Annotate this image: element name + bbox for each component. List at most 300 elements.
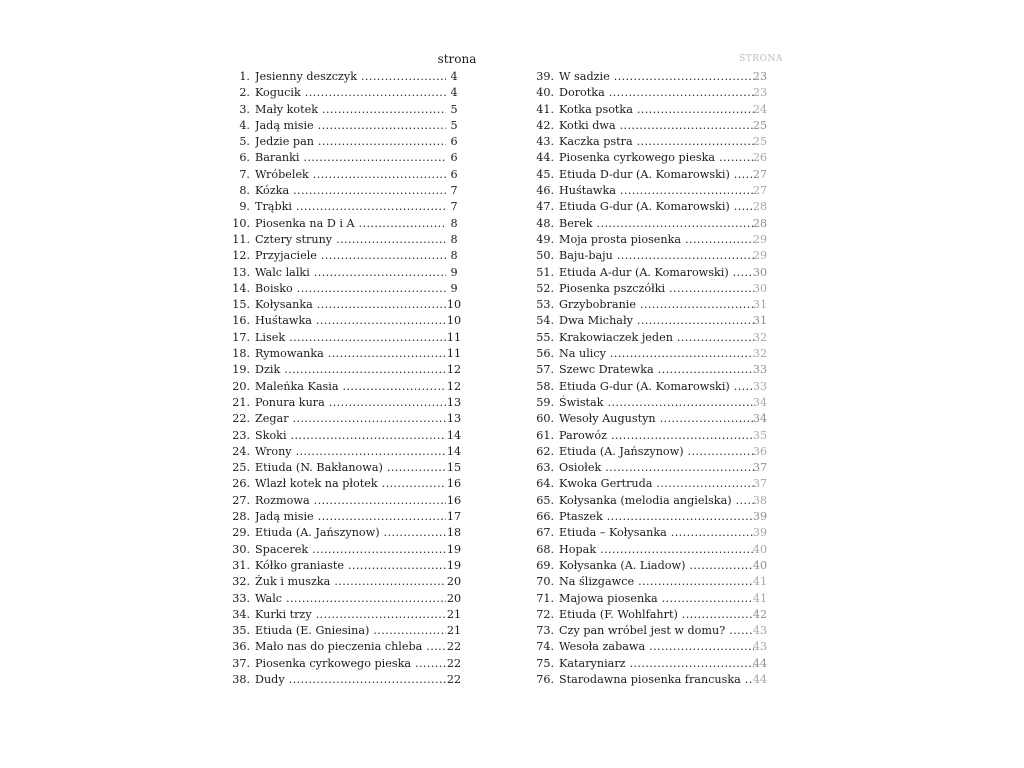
toc-entry [526, 69, 776, 85]
toc-entry-title: Huśtawka ..... [559, 183, 754, 199]
toc-entry-page-number: 14 [446, 444, 462, 458]
toc-entry [222, 460, 468, 476]
toc-entry [222, 330, 468, 346]
table-of-contents-left-column [222, 69, 468, 688]
toc-entry [222, 558, 468, 574]
toc-entry-number: 35. [232, 624, 250, 638]
toc-entry-title: Jesienny deszczyk ..... [255, 69, 446, 85]
toc-entry-title: Mały kotek ..... [255, 102, 446, 118]
toc-entry-page-number: 8 [450, 216, 458, 230]
toc-entry-number: 58. [536, 379, 554, 393]
toc-entry [526, 639, 776, 655]
toc-entry-number: 20. [232, 379, 250, 393]
toc-entry-page-number: 6 [450, 151, 458, 165]
toc-entry-title: Piosenka na D i A ..... [255, 216, 446, 232]
toc-entry [526, 444, 776, 460]
toc-entry [222, 656, 468, 672]
toc-entry [222, 428, 468, 444]
toc-entry-page-number: 8 [450, 232, 458, 246]
toc-entry-page-number: 31 [752, 314, 768, 328]
toc-entry-number: 27. [232, 493, 250, 507]
toc-entry [222, 346, 468, 362]
toc-entry-title: Baranki ..... [255, 150, 446, 166]
toc-entry-number: 49. [536, 232, 554, 246]
toc-entry-page-number: 6 [450, 135, 458, 149]
toc-entry-title: Lisek ..... [255, 330, 446, 346]
toc-entry-number: 38. [232, 672, 250, 686]
toc-entry-number: 32. [232, 575, 250, 589]
toc-entry-title: Dorotka ..... [559, 85, 754, 101]
toc-entry [526, 265, 776, 281]
toc-entry [222, 672, 468, 688]
toc-entry-number: 12. [232, 249, 250, 263]
toc-entry-number: 31. [232, 558, 250, 572]
toc-entry-number: 34. [232, 607, 250, 621]
toc-entry-title: Kołysanka (A. Liadow) ..... [559, 558, 754, 574]
toc-entry-number: 23. [232, 428, 250, 442]
toc-entry-number: 37. [232, 656, 250, 670]
toc-entry [222, 493, 468, 509]
toc-entry-page-number: 16 [446, 493, 462, 507]
toc-entry-title: Etiuda G-dur (A. Komarowski) ..... [559, 199, 754, 215]
toc-entry-number: 53. [536, 298, 554, 312]
column-header-strona: strona [437, 52, 477, 66]
toc-entry [222, 313, 468, 329]
toc-entry-title: Piosenka cyrkowego pieska ..... [255, 656, 446, 672]
toc-entry-title: Parowóz ..... [559, 428, 754, 444]
toc-entry [222, 232, 468, 248]
toc-entry-page-number: 20 [446, 591, 462, 605]
toc-entry [526, 118, 776, 134]
toc-entry [526, 199, 776, 215]
toc-entry [526, 102, 776, 118]
toc-entry-page-number: 27 [752, 184, 768, 198]
toc-entry-page-number: 26 [752, 151, 768, 165]
toc-entry-title: Maleńka Kasia ..... [255, 379, 446, 395]
toc-entry-page-number: 32 [752, 330, 768, 344]
toc-entry [222, 167, 468, 183]
toc-entry-page-number: 14 [446, 428, 462, 442]
toc-entry-title: Kołysanka ..... [255, 297, 446, 313]
toc-entry-number: 10. [232, 216, 250, 230]
toc-entry-title: Przyjaciele ..... [255, 248, 446, 264]
toc-entry [526, 525, 776, 541]
toc-entry [526, 623, 776, 639]
toc-entry [526, 167, 776, 183]
toc-entry-title: Na ślizgawce ..... [559, 574, 754, 590]
toc-entry-number: 56. [536, 347, 554, 361]
toc-entry-number: 3. [239, 102, 250, 116]
toc-entry-title: Jadą misie ..... [255, 118, 446, 134]
toc-entry-page-number: 10 [446, 314, 462, 328]
toc-entry-title: Hopak ..... [559, 542, 754, 558]
toc-entry [526, 313, 776, 329]
toc-entry-page-number: 13 [446, 412, 462, 426]
toc-entry [526, 411, 776, 427]
toc-entry-title: Majowa piosenka ..... [559, 591, 754, 607]
column-header-strona-faded: STRONA [739, 54, 783, 64]
toc-entry [222, 607, 468, 623]
toc-entry-page-number: 27 [752, 167, 768, 181]
toc-entry-number: 13. [232, 265, 250, 279]
toc-entry-number: 45. [536, 167, 554, 181]
toc-entry [222, 574, 468, 590]
toc-entry-title: Trąbki ..... [255, 199, 446, 215]
toc-entry-number: 50. [536, 249, 554, 263]
toc-entry-number: 72. [536, 607, 554, 621]
toc-entry-number: 15. [232, 298, 250, 312]
toc-entry-title: Wróbelek ..... [255, 167, 446, 183]
toc-entry-title: Starodawna piosenka francuska ..... [559, 672, 754, 688]
toc-entry-number: 2. [239, 86, 250, 100]
toc-entry [526, 395, 776, 411]
toc-entry-page-number: 5 [450, 118, 458, 132]
toc-entry-number: 54. [536, 314, 554, 328]
toc-entry-number: 21. [232, 395, 250, 409]
toc-entry-page-number: 30 [752, 281, 768, 295]
toc-entry-page-number: 24 [752, 102, 768, 116]
toc-entry-title: Skoki ..... [255, 428, 446, 444]
toc-entry-title: Dzik ..... [255, 362, 446, 378]
toc-entry [526, 362, 776, 378]
toc-entry-title: Dudy ..... [255, 672, 446, 688]
toc-entry-page-number: 39 [752, 510, 768, 524]
toc-entry-number: 9. [239, 200, 250, 214]
toc-entry-number: 59. [536, 395, 554, 409]
toc-entry [222, 542, 468, 558]
toc-entry [222, 525, 468, 541]
toc-entry-number: 6. [239, 151, 250, 165]
toc-entry-number: 48. [536, 216, 554, 230]
toc-entry-page-number: 10 [446, 298, 462, 312]
toc-entry-title: Piosenka cyrkowego pieska ..... [559, 150, 754, 166]
toc-entry-number: 66. [536, 510, 554, 524]
toc-entry-page-number: 38 [752, 493, 768, 507]
toc-entry-number: 29. [232, 526, 250, 540]
toc-entry [222, 150, 468, 166]
toc-entry-title: Czy pan wróbel jest w domu? ..... [559, 623, 754, 639]
toc-entry [526, 134, 776, 150]
toc-entry [222, 297, 468, 313]
toc-entry-page-number: 41 [752, 575, 768, 589]
toc-entry-number: 73. [536, 624, 554, 638]
toc-entry [222, 379, 468, 395]
toc-entry-number: 75. [536, 656, 554, 670]
toc-entry-page-number: 19 [446, 542, 462, 556]
toc-entry-page-number: 34 [752, 412, 768, 426]
toc-entry-title: Etiuda (F. Wohlfahrt) ..... [559, 607, 754, 623]
toc-entry [526, 574, 776, 590]
toc-entry-page-number: 32 [752, 347, 768, 361]
toc-entry-page-number: 19 [446, 558, 462, 572]
toc-entry-page-number: 40 [752, 558, 768, 572]
toc-entry-number: 69. [536, 558, 554, 572]
toc-entry-page-number: 37 [752, 461, 768, 475]
toc-entry [526, 232, 776, 248]
toc-entry-title: Świstak ..... [559, 395, 754, 411]
toc-entry-page-number: 13 [446, 395, 462, 409]
toc-entry-number: 74. [536, 640, 554, 654]
toc-entry-number: 61. [536, 428, 554, 442]
toc-entry-number: 39. [536, 70, 554, 83]
toc-entry-title: Etiuda (A. Jańszynow) ..... [255, 525, 446, 541]
toc-entry-number: 18. [232, 347, 250, 361]
toc-entry-page-number: 21 [446, 607, 462, 621]
toc-entry-page-number: 11 [446, 347, 462, 361]
toc-entry-page-number: 43 [752, 624, 768, 638]
toc-entry-number: 62. [536, 444, 554, 458]
toc-entry [526, 150, 776, 166]
toc-entry-page-number: 9 [450, 281, 458, 295]
toc-entry-title: Osiołek ..... [559, 460, 754, 476]
toc-entry-title: Jedzie pan ..... [255, 134, 446, 150]
toc-entry-title: Boisko ..... [255, 281, 446, 297]
toc-entry [222, 362, 468, 378]
toc-entry-title: Rozmowa ..... [255, 493, 446, 509]
toc-entry-title: Etiuda (E. Gniesina) ..... [255, 623, 446, 639]
toc-entry-page-number: 28 [752, 200, 768, 214]
toc-entry-page-number: 30 [752, 265, 768, 279]
toc-entry [222, 183, 468, 199]
toc-entry [222, 639, 468, 655]
toc-entry-page-number: 4 [450, 86, 458, 100]
toc-entry-page-number: 43 [752, 640, 768, 654]
toc-entry [222, 281, 468, 297]
toc-entry-page-number: 44 [752, 656, 768, 670]
toc-entry-page-number: 21 [446, 624, 462, 638]
toc-entry-page-number: 11 [446, 330, 462, 344]
toc-entry [526, 216, 776, 232]
toc-entry [222, 395, 468, 411]
toc-entry-title: Wesoły Augustyn ..... [559, 411, 754, 427]
toc-entry-title: Zegar ..... [255, 411, 446, 427]
toc-entry-title: Etiuda (A. Jańszynow) ..... [559, 444, 754, 460]
toc-entry-title: Huśtawka ..... [255, 313, 446, 329]
toc-entry [222, 476, 468, 492]
toc-entry-title: Na ulicy ..... [559, 346, 754, 362]
toc-entry [526, 330, 776, 346]
toc-entry-number: 16. [232, 314, 250, 328]
toc-entry-page-number: 17 [446, 510, 462, 524]
toc-entry [526, 509, 776, 525]
toc-entry-number: 1. [239, 70, 250, 83]
toc-entry [526, 476, 776, 492]
toc-entry-title: Kółko graniaste ..... [255, 558, 446, 574]
toc-entry-title: Baju-baju ..... [559, 248, 754, 264]
toc-entry-number: 44. [536, 151, 554, 165]
toc-entry [222, 509, 468, 525]
toc-entry-title: Moja prosta piosenka ..... [559, 232, 754, 248]
toc-entry-number: 36. [232, 640, 250, 654]
toc-entry [222, 216, 468, 232]
toc-entry-title: Walc lalki ..... [255, 265, 446, 281]
toc-entry-title: Wrony ..... [255, 444, 446, 460]
toc-entry-title: Berek ..... [559, 216, 754, 232]
toc-entry [222, 265, 468, 281]
toc-entry [222, 118, 468, 134]
toc-entry-page-number: 7 [450, 200, 458, 214]
toc-entry-number: 55. [536, 330, 554, 344]
toc-entry-title: Kataryniarz ..... [559, 656, 754, 672]
toc-entry-page-number: 23 [752, 70, 768, 83]
toc-entry-page-number: 9 [450, 265, 458, 279]
toc-entry-number: 42. [536, 118, 554, 132]
toc-entry [222, 248, 468, 264]
toc-entry-page-number: 16 [446, 477, 462, 491]
toc-entry-title: Kotka psotka ..... [559, 102, 754, 118]
toc-entry-page-number: 25 [752, 135, 768, 149]
toc-entry-page-number: 12 [446, 363, 462, 377]
toc-entry [222, 102, 468, 118]
toc-entry-page-number: 29 [752, 232, 768, 246]
toc-entry [526, 607, 776, 623]
toc-entry [526, 85, 776, 101]
toc-entry [526, 656, 776, 672]
toc-entry-number: 19. [232, 363, 250, 377]
toc-entry-page-number: 31 [752, 298, 768, 312]
toc-entry [222, 444, 468, 460]
toc-entry-title: Etiuda A-dur (A. Komarowski) ..... [559, 265, 754, 281]
toc-entry [526, 672, 776, 688]
toc-entry-number: 40. [536, 86, 554, 100]
toc-entry-page-number: 20 [446, 575, 462, 589]
toc-entry-page-number: 36 [752, 444, 768, 458]
toc-entry-number: 28. [232, 510, 250, 524]
toc-entry-number: 46. [536, 184, 554, 198]
toc-entry-page-number: 33 [752, 363, 768, 377]
toc-entry-page-number: 37 [752, 477, 768, 491]
toc-entry-page-number: 7 [450, 184, 458, 198]
toc-entry-title: Etiuda (N. Bakłanowa) ..... [255, 460, 446, 476]
toc-entry-page-number: 5 [450, 102, 458, 116]
toc-entry [222, 411, 468, 427]
toc-entry-page-number: 8 [450, 249, 458, 263]
toc-entry-number: 68. [536, 542, 554, 556]
toc-entry-title: Wesoła zabawa ..... [559, 639, 754, 655]
toc-entry-page-number: 12 [446, 379, 462, 393]
toc-entry-page-number: 29 [752, 249, 768, 263]
toc-entry-page-number: 25 [752, 118, 768, 132]
toc-entry-title: Rymowanka ..... [255, 346, 446, 362]
toc-entry-number: 17. [232, 330, 250, 344]
toc-entry-page-number: 35 [752, 428, 768, 442]
toc-entry-title: Ptaszek ..... [559, 509, 754, 525]
toc-entry-title: Walc ..... [255, 591, 446, 607]
toc-entry-title: Krakowiaczek jeden ..... [559, 330, 754, 346]
toc-entry-number: 4. [239, 118, 250, 132]
toc-entry [222, 85, 468, 101]
toc-entry-title: Kurki trzy ..... [255, 607, 446, 623]
toc-entry-number: 52. [536, 281, 554, 295]
toc-entry-title: Jadą misie ..... [255, 509, 446, 525]
toc-entry-title: Spacerek ..... [255, 542, 446, 558]
toc-entry-number: 64. [536, 477, 554, 491]
toc-entry-number: 5. [239, 135, 250, 149]
toc-entry [222, 134, 468, 150]
toc-entry [526, 460, 776, 476]
toc-entry [526, 248, 776, 264]
toc-entry [526, 558, 776, 574]
toc-entry-title: Kotki dwa ..... [559, 118, 754, 134]
toc-entry-title: Piosenka pszczółki ..... [559, 281, 754, 297]
toc-entry-page-number: 18 [446, 526, 462, 540]
toc-entry [526, 591, 776, 607]
toc-entry-number: 24. [232, 444, 250, 458]
toc-entry-page-number: 44 [752, 672, 768, 686]
toc-entry-title: Etiuda G-dur (A. Komarowski) ..... [559, 379, 754, 395]
toc-entry-title: Kaczka pstra ..... [559, 134, 754, 150]
toc-entry [222, 623, 468, 639]
toc-entry [526, 297, 776, 313]
toc-entry-number: 57. [536, 363, 554, 377]
toc-entry [526, 542, 776, 558]
toc-entry-page-number: 39 [752, 526, 768, 540]
toc-entry-page-number: 41 [752, 591, 768, 605]
toc-entry-title: Grzybobranie ..... [559, 297, 754, 313]
toc-entry-page-number: 6 [450, 167, 458, 181]
toc-entry-page-number: 4 [450, 70, 458, 83]
toc-entry-number: 63. [536, 461, 554, 475]
toc-entry-page-number: 33 [752, 379, 768, 393]
toc-entry-title: Kózka ..... [255, 183, 446, 199]
toc-entry [526, 428, 776, 444]
toc-entry-title: Żuk i muszka ..... [255, 574, 446, 590]
toc-entry-number: 51. [536, 265, 554, 279]
toc-entry-title: Etiuda D-dur (A. Komarowski) ..... [559, 167, 754, 183]
table-of-contents-right-column [526, 69, 776, 688]
toc-entry-title: Mało nas do pieczenia chleba ..... [255, 639, 446, 655]
toc-entry-number: 43. [536, 135, 554, 149]
toc-entry-number: 11. [232, 232, 250, 246]
toc-entry-page-number: 15 [446, 461, 462, 475]
toc-entry-page-number: 22 [446, 672, 462, 686]
toc-entry-number: 41. [536, 102, 554, 116]
toc-entry-title: Etiuda – Kołysanka ..... [559, 525, 754, 541]
toc-entry-page-number: 42 [752, 607, 768, 621]
toc-entry-title: Dwa Michały ..... [559, 313, 754, 329]
toc-entry-number: 8. [239, 184, 250, 198]
toc-entry-number: 47. [536, 200, 554, 214]
toc-entry-title: W sadzie ..... [559, 69, 754, 85]
toc-entry-title: Wlazł kotek na płotek ..... [255, 476, 446, 492]
toc-entry-number: 67. [536, 526, 554, 540]
toc-entry-number: 14. [232, 281, 250, 295]
toc-entry-number: 7. [239, 167, 250, 181]
toc-entry-page-number: 23 [752, 86, 768, 100]
toc-entry-page-number: 22 [446, 656, 462, 670]
toc-entry [222, 591, 468, 607]
toc-entry [526, 493, 776, 509]
toc-entry-number: 33. [232, 591, 250, 605]
toc-entry [526, 281, 776, 297]
toc-entry-number: 26. [232, 477, 250, 491]
toc-entry-page-number: 34 [752, 395, 768, 409]
toc-entry-page-number: 28 [752, 216, 768, 230]
toc-entry-number: 76. [536, 672, 554, 686]
toc-entry-title: Szewc Dratewka ..... [559, 362, 754, 378]
toc-entry-number: 65. [536, 493, 554, 507]
toc-entry-page-number: 40 [752, 542, 768, 556]
toc-entry-title: Kwoka Gertruda ..... [559, 476, 754, 492]
toc-entry-title: Ponura kura ..... [255, 395, 446, 411]
toc-entry-number: 25. [232, 461, 250, 475]
toc-entry-number: 70. [536, 575, 554, 589]
toc-entry-title: Kołysanka (melodia angielska) ..... [559, 493, 754, 509]
toc-entry-page-number: 22 [446, 640, 462, 654]
toc-entry [526, 379, 776, 395]
toc-entry-number: 71. [536, 591, 554, 605]
toc-entry-number: 30. [232, 542, 250, 556]
